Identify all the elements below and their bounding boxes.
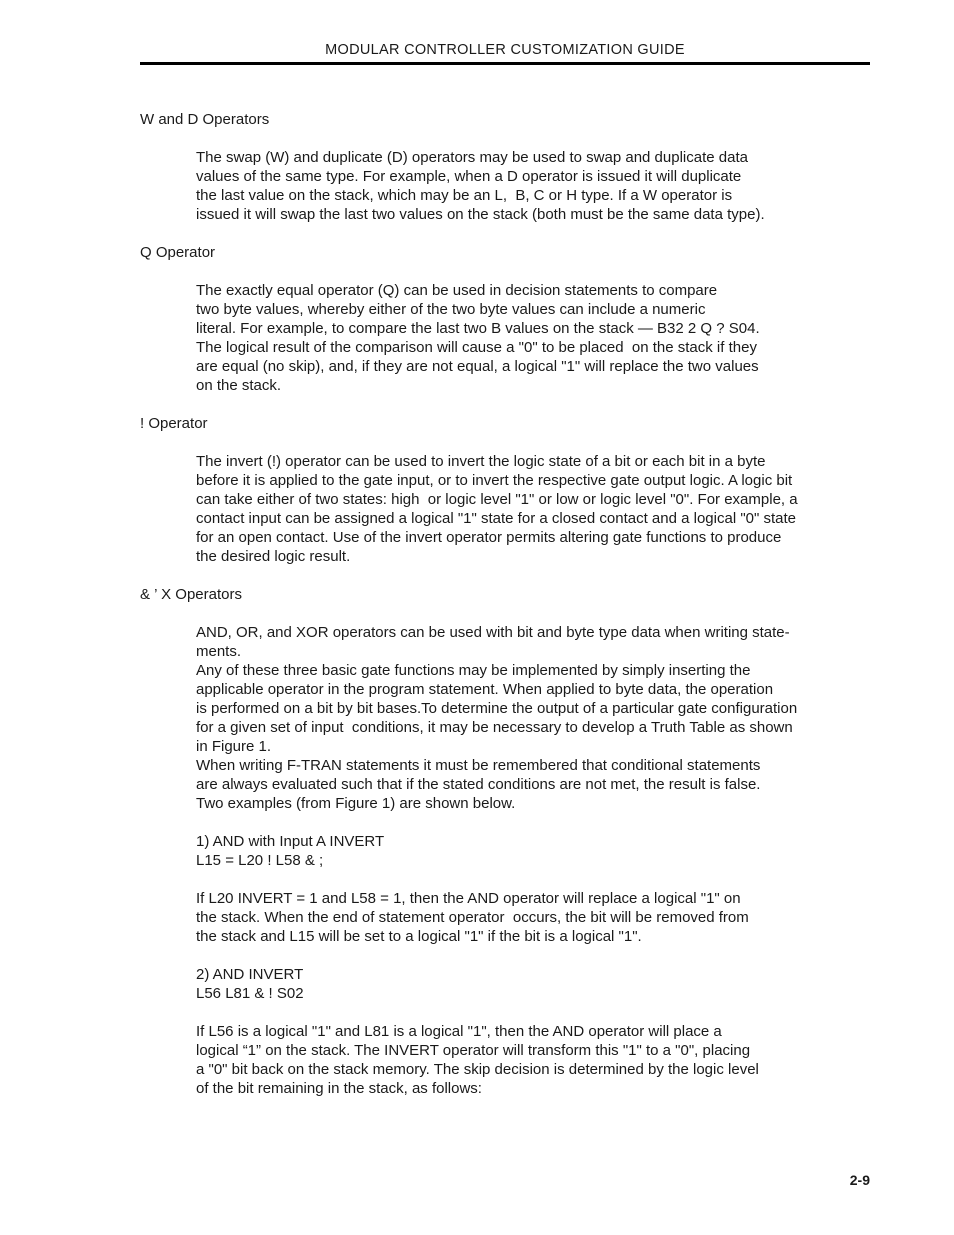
body-text-line: contact input can be assigned a logical "1" state for a closed contact and a logical "0" state bbox=[196, 510, 796, 527]
body-text-line: Any of these three basic gate functions may be implemented by simply inserting the bbox=[196, 662, 751, 679]
page-number: 2-9 bbox=[849, 1172, 870, 1188]
page-content bbox=[140, 110, 870, 1117]
section-body bbox=[196, 623, 870, 1098]
blank-line bbox=[196, 1003, 870, 1022]
body-text-line: the desired logic result. bbox=[196, 548, 351, 565]
body-text-line: issued it will swap the last two values on the stack (both must be the same data type). bbox=[196, 206, 765, 223]
blank-line bbox=[196, 870, 870, 889]
body-text-line: If L20 INVERT = 1 and L58 = 1, then the AND operator will replace a logical "1" on bbox=[196, 890, 741, 907]
section-heading: Q Operator bbox=[140, 244, 216, 261]
body-text-line: for an open contact. Use of the invert operator permits altering gate functions to produce bbox=[196, 529, 782, 546]
body-text-line: Two examples (from Figure 1) are shown below. bbox=[196, 795, 516, 812]
body-text-line: the stack and L15 will be set to a logical "1" if the bit is a logical "1". bbox=[196, 928, 642, 945]
body-text-line: on the stack. bbox=[196, 377, 282, 394]
body-text-line: for a given set of input conditions, it may be necessary to develop a Truth Table as shown bbox=[196, 719, 793, 736]
body-text-line: ments. bbox=[196, 643, 242, 660]
body-text-line: values of the same type. For example, when a D operator is issued it will duplicate bbox=[196, 168, 742, 185]
body-text-line: The swap (W) and duplicate (D) operators may be used to swap and duplicate data bbox=[196, 149, 748, 166]
header-rule bbox=[140, 62, 870, 65]
body-text-line: applicable operator in the program statement. When applied to byte data, the operation bbox=[196, 681, 774, 698]
body-text-line: two byte values, whereby either of the two byte values can include a numeric bbox=[196, 301, 706, 318]
body-text-line: L15 = L20 ! L58 & ; bbox=[196, 852, 324, 869]
body-text-line: When writing F-TRAN statements it must be remembered that conditional statements bbox=[196, 757, 761, 774]
body-text-line: in Figure 1. bbox=[196, 738, 272, 755]
page-header: MODULAR CONTROLLER CUSTOMIZATION GUIDE bbox=[325, 42, 685, 58]
body-text-line: literal. For example, to compare the last two B values on the stack — B32 2 Q ? S04. bbox=[196, 320, 760, 337]
body-text-line: the stack. When the end of statement operator occurs, the bit will be removed from bbox=[196, 909, 749, 926]
body-text-line: is performed on a bit by bit bases.To determine the output of a particular gate configuration bbox=[196, 700, 798, 717]
section-body bbox=[196, 148, 870, 224]
body-text-line: a "0" bit back on the stack memory. The skip decision is determined by the logic level bbox=[196, 1061, 759, 1078]
body-text-line: AND, OR, and XOR operators can be used with bit and byte type data when writing state- bbox=[196, 624, 790, 641]
body-text-line: can take either of two states: high or logic level "1" or low or logic level "0". For example, a bbox=[196, 491, 798, 508]
section-heading: ! Operator bbox=[140, 415, 208, 432]
body-text-line: are always evaluated such that if the stated conditions are not met, the result is false. bbox=[196, 776, 761, 793]
body-text-line: L56 L81 & ! S02 bbox=[196, 985, 304, 1002]
section-body bbox=[196, 452, 870, 566]
body-text-line: The logical result of the comparison will cause a "0" to be placed on the stack if they bbox=[196, 339, 757, 356]
section-body bbox=[196, 281, 870, 395]
body-text-line: The exactly equal operator (Q) can be used in decision statements to compare bbox=[196, 282, 718, 299]
blank-line bbox=[196, 813, 870, 832]
body-text-line: of the bit remaining in the stack, as follows: bbox=[196, 1080, 482, 1097]
section-heading: W and D Operators bbox=[140, 111, 270, 128]
body-text-line: before it is applied to the gate input, or to invert the respective gate output logic. A logic bit bbox=[196, 472, 793, 489]
body-text-line: The invert (!) operator can be used to invert the logic state of a bit or each bit in a byte bbox=[196, 453, 766, 470]
body-text-line: are equal (no skip), and, if they are not equal, a logical "1" will replace the two values bbox=[196, 358, 759, 375]
body-text-line: 1) AND with Input A INVERT bbox=[196, 833, 385, 850]
blank-line bbox=[196, 946, 870, 965]
section-heading: & ’ X Operators bbox=[140, 586, 242, 603]
body-text-line: logical “1” on the stack. The INVERT operator will transform this "1" to a "0", placing bbox=[196, 1042, 751, 1059]
body-text-line: the last value on the stack, which may be an L, B, C or H type. If a W operator is bbox=[196, 187, 733, 204]
body-text-line: 2) AND INVERT bbox=[196, 966, 304, 983]
body-text-line: If L56 is a logical "1" and L81 is a logical "1", then the AND operator will place a bbox=[196, 1023, 722, 1040]
